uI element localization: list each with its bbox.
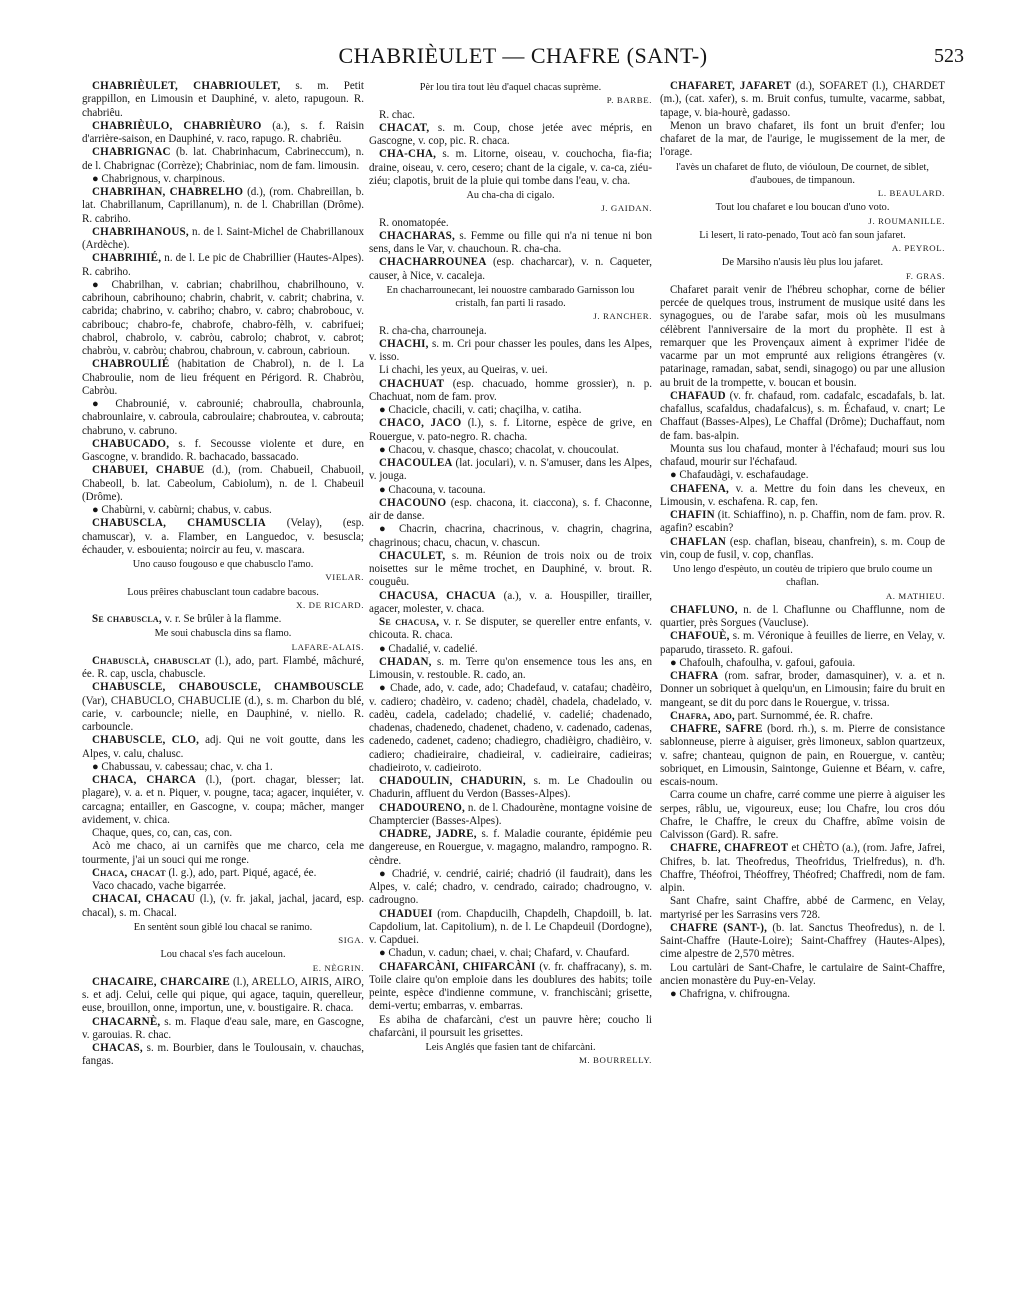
entry-definition: Lou cartulàri de Sant-Chafre, le cartulaire de Saint-Chaffre, ancien monastère du Puy-en-Velay. bbox=[660, 961, 945, 987]
dictionary-entry bbox=[369, 682, 652, 775]
entry-headword: CHABRIÈULET, CHABRIOULET, bbox=[92, 80, 281, 92]
dictionary-entry bbox=[82, 681, 364, 734]
quotation-verse: En chacharrounecant, lei nouostre cambarado Garnisson lou cristalh, fan parti li rasado. bbox=[386, 284, 635, 309]
entry-headword: CHABROULIÉ bbox=[92, 358, 170, 371]
entry-headword: Chafra, ado, bbox=[670, 709, 735, 722]
entry-definition: (rom. Chapducilh, Chapdelh, Chapdoill, b. lat. Capdolium, lat. Capitolium), n. de l. Le Chapdeuil (Dordogne), v. Capduei. bbox=[369, 907, 652, 946]
dictionary-entry bbox=[660, 670, 945, 710]
entry-headword: CHABRIÈULO, CHABRIÈURO bbox=[92, 119, 262, 132]
dictionary-entry bbox=[82, 655, 364, 682]
dictionary-entry bbox=[82, 774, 364, 827]
column-middle bbox=[369, 80, 652, 1069]
entry-definition: ● Chafrigna, v. chifrougna. bbox=[670, 988, 791, 1000]
dictionary-entry bbox=[660, 630, 945, 657]
entry-headword: CHAFLUNO, bbox=[670, 603, 738, 616]
entry-definition: (d.), SOFARET (l.), CHARDET (m.), (cat. xafer), s. m. Bruit confus, tumulte, vacarme, sabbat, tapage, v. bia-hourè, gadasso. bbox=[660, 80, 945, 119]
quotation-author: M. BOURRELLY. bbox=[579, 1055, 652, 1066]
dictionary-entry bbox=[369, 444, 652, 457]
dictionary-entry bbox=[369, 1014, 652, 1041]
entry-definition: ● Chacicle, chacili, v. cati; chaçilha, v. catiha. bbox=[379, 404, 582, 416]
dictionary-entry bbox=[369, 404, 652, 417]
entry-headword: CHAFOUÈ, bbox=[670, 630, 730, 643]
dictionary-entry bbox=[660, 962, 945, 989]
entry-definition: (l.), (v. fr. jakal, jachal, jacard, esp. chacal), s. m. Chacal. bbox=[82, 893, 364, 919]
entry-definition: ● Chabùrni, v. cabùrni; chabus, v. cabus. bbox=[92, 504, 272, 516]
dictionary-entry bbox=[369, 523, 652, 550]
entry-definition: ● Chabrilhan, v. cabrian; chabrilhou, chabrilhouno, v. cabrihoun, cabrihouno; chabrin, chabrit, v. cabrit; chabrina, v. cabrida; chabrino, v. cabriho; chabro, v. cabro; chabrobouc, v. cabribouc; chabro-fe, chabrofe, chabro-fèlh, v. cabrifuei; chabrol, chabrolo, v. cabròu, cabrolo; chabrot, v. cabrot; chabròu, v. cabròu; chabrou, chabroun, v. cabroun, cabrioun. bbox=[82, 278, 364, 357]
dictionary-entry bbox=[82, 438, 364, 465]
entry-definition: ● Chabrounié, v. cabrounié; chabroulla, chabrounla, chabrounlaire, v. cabroula, cabroulaire; chabroutea, v. cabrouta; chabruno, v. cabruno. bbox=[82, 398, 364, 437]
entry-headword: CHABUCADO, bbox=[92, 437, 170, 450]
entry-definition: (rom. safrar, broder, damasquiner), v. a. et n. Donner un sobriquet à quelqu'un, en Limousin; faire du bruit en mangeant, se dit du porc dans le Rouergue, v. trissa. bbox=[660, 670, 945, 709]
entry-headword: CHACOUNO bbox=[379, 496, 447, 509]
entry-definition: s. Femme ou fille qui n'a ni tenue ni bon sens, dans le Var, v. chauchoun. R. cha-cha. bbox=[369, 229, 652, 255]
quotation-verse: Li lesert, li rato-penado, Tout acò fan soun jafaret. bbox=[699, 229, 906, 241]
entry-definition: et CHÈTO (a.), (rom. Jafre, Jafrei, Chifres, b. lat. Theofredus, Theofridus, Trielfredus), n. d'h. Chaffre, Théofroi, Théoffrey, Théofred; Chaffredi, nom de fam. alpin. bbox=[660, 842, 945, 894]
entry-definition: (a.), s. f. Raisin d'arrière-saison, en Dauphiné, v. raco, rapugo. R. chabriêu. bbox=[82, 119, 364, 145]
entry-definition: (l.), ARELLO, AIRIS, AIRO, s. et adj. Celui, celle qui pique, qui agace, taquin, querelleur, euse, brouillon, onne, importun, une, v. boustigaire. R. chaca. bbox=[82, 975, 365, 1015]
dictionary-entry bbox=[82, 613, 364, 626]
dictionary-entry bbox=[82, 1042, 364, 1069]
dictionary-entry bbox=[660, 842, 945, 895]
dictionary-entry bbox=[369, 550, 652, 590]
entry-headword: CHADRE, JADRE, bbox=[379, 828, 477, 840]
dictionary-entry bbox=[82, 504, 364, 517]
entry-definition: s. m. Petit grappillon, en Limousin et Dauphiné, v. aleto, rapugoun. R. chabriêu. bbox=[82, 80, 364, 119]
dictionary-entry bbox=[660, 536, 945, 563]
quotation-author: LAFARE-ALAIS. bbox=[291, 641, 364, 652]
entry-definition: (l.), (port. chagar, blesser; lat. plagare), v. a. et n. Piquer, v. pougne, taca; agacer, inquiéter, v. carcagna; entailler, en Gascogne, v. coupa; mâcher, manger avidement, v. chica. bbox=[82, 774, 365, 826]
dictionary-entry bbox=[660, 657, 945, 670]
quotation-verse: De Marsiho n'ausis lèu plus lou jafaret. bbox=[721, 257, 884, 269]
entry-headword: CHACHI, bbox=[379, 337, 429, 350]
entry-definition: n. de l. Chaflunne ou Chafflunne, nom de quartier, près Sorgues (Vaucluse). bbox=[660, 603, 946, 629]
dictionary-entry bbox=[369, 484, 652, 497]
dictionary-entry bbox=[82, 1016, 364, 1043]
entry-definition: v. a. Mettre du foin dans les cheveux, en Limousin, v. eschafena. R. cap, fen. bbox=[660, 482, 945, 508]
entry-definition: v. r. Se brûler à la flamme. bbox=[164, 613, 282, 625]
running-title: CHABRIÈULET — CHAFRE (SANT-) bbox=[338, 43, 708, 68]
entry-definition: ● Chabussau, v. cabessau; chac, v. cha 1. bbox=[92, 760, 273, 773]
entry-definition: Vaco chacado, vache bigarrée. bbox=[92, 880, 227, 892]
entry-definition: ● Chacouna, v. tacouna. bbox=[379, 483, 486, 496]
entry-definition: adj. Qui ne voit goutte, dans les Alpes, v. calu, chalusc. bbox=[82, 734, 365, 760]
quotation-verse: Pèr lou tira tout lèu d'aquel chacas suprème. bbox=[419, 82, 602, 93]
entry-definition: ● Chadun, v. cadun; chaei, v. chai; Chafard, v. Chaufard. bbox=[379, 947, 630, 960]
entry-definition: n. de l. Chadourène, montagne voisine de Champtercier (Basses-Alpes). bbox=[369, 801, 652, 827]
entry-headword: CHABRIHAN, CHABRELHO bbox=[92, 186, 244, 198]
entry-headword: CHADAN, bbox=[379, 655, 432, 668]
dictionary-entry bbox=[660, 723, 945, 789]
dictionary-entry bbox=[82, 358, 364, 398]
entry-headword: CHACAS, bbox=[92, 1042, 143, 1054]
quotation-author: SIGA. bbox=[338, 935, 364, 945]
entry-definition: s. m. Flaque d'eau sale, mare, en Gascogne, v. garouias. R. chac. bbox=[82, 1015, 364, 1041]
quotation-author: J. ROUMANILLE. bbox=[868, 215, 945, 226]
dictionary-entry bbox=[369, 828, 652, 868]
quotation-author: F. GRAS. bbox=[905, 270, 945, 281]
entry-definition: s. m. Le Chadoulin ou Chadurin, affluent du Verdon (Basses-Alpes). bbox=[369, 775, 652, 801]
entry-definition: ● Chade, ado, v. cade, ado; Chadefaud, v. catafau; chadèiro, v. cadiero; chadèiro, v. cadeno; chadèl, chadela, chadelado, v. cadèu, cadela, cadelado; chadelié, v. cadelié; chadenado, chadenas, chadenedo, chadenet, chadeno, v. cadenado, cadenas, cadenedo, cadenet, cadeno; chadiegro, chadièigro, chadièiro, v. cadiero; chadieiraire, chadieiral, v. cadieiraire, cadieiras; chadieiroto, v. cadieiroto. bbox=[369, 682, 652, 774]
entry-definition: s. m. Terre qu'on ensemence tous les ans, en Limousin, v. restouble. R. cado, an. bbox=[369, 655, 653, 681]
entry-definition: (l.), s. f. Litorne, espèce de grive, en Rouergue, v. pato-negro. R. chacha. bbox=[369, 417, 652, 443]
entry-headword: CHABUSCLE, CHABOUSCLE, CHAMBOUSCLE bbox=[92, 681, 364, 694]
dictionary-entry bbox=[82, 186, 364, 226]
entry-definition: Chafaret parait venir de l'hébreu schophar, corne de bélier percée de quelques trous, instrument de musique usité dans les synagogues, ou de l'arabe safar, mois où les musulmans célèbrent l'anniversaire de la mort du prophète. Il est à remarquer que les Provençaux aiment à exprimer l'idée de vacarme par un mot emprunté aux religions étrangères (v. patarinage, ramadan, sabat, sendi, sinagogo) ou par une allusion au bruit de la trompette, v. boucan et bousin. bbox=[660, 283, 945, 389]
quotation-author: J. RANCHER. bbox=[593, 311, 652, 322]
entry-headword: CHADUEI bbox=[379, 907, 433, 920]
column-left bbox=[82, 80, 364, 1069]
entry-definition: Es abiha de chafarcàni, c'est un pauvre hère; coucho li chafarcàni, il poursuit les grisettes. bbox=[369, 1013, 652, 1039]
entry-definition: (l. g.), ado, part. Piqué, agacé, ée. bbox=[168, 866, 317, 879]
entry-definition: v. r. Se disputer, se quereller entre enfants, v. chicouta. R. chaca. bbox=[369, 616, 652, 642]
dictionary-entry bbox=[369, 256, 652, 283]
entry-definition: R. cha-cha, charrouneja. bbox=[379, 324, 487, 337]
entry-headword: CHABRIHANOUS, bbox=[92, 225, 189, 238]
entry-definition: s. f. Secousse violente et dure, en Gascogne, v. brandido. R. bachacado, bassacado. bbox=[82, 437, 365, 463]
entry-definition: Mounta sus lou chafaud, monter à l'échafaud; mouri sus lou chafaud, mourir sur l'échafaud. bbox=[660, 442, 945, 468]
page-number: 523 bbox=[934, 45, 964, 67]
entry-headword: CHAFRE, CHAFREOT bbox=[670, 842, 789, 855]
entry-headword: CHACOULEA bbox=[379, 457, 453, 469]
entry-definition: Menon un bravo chafaret, ils font un bruit d'enfer; lou chafaret de la mar, de l'aurige, le mugissement de la mer, de l'orage. bbox=[660, 119, 945, 159]
entry-definition: (Var), CHABUCLO, CHABUCLIE (d.), s. m. Charbon du blé, carie, v. carbouncle; nielle, en Dauphiné, v. niello. R. carbouncle. bbox=[82, 694, 364, 733]
entry-definition: (l.), ado, part. Flambé, mâchuré, ée. R. cap, uscla, chabuscle. bbox=[82, 654, 364, 680]
dictionary-entry bbox=[82, 398, 364, 438]
dictionary-entry bbox=[369, 497, 652, 524]
dictionary-entry bbox=[369, 109, 652, 122]
entry-definition: Chaque, ques, co, can, cas, con. bbox=[92, 827, 233, 839]
quotation-author: A. MATHIEU. bbox=[885, 590, 945, 601]
entry-definition: ● Chacou, v. chasque, chasco; chacolat, v. choucoulat. bbox=[379, 443, 619, 456]
dictionary-entry bbox=[82, 80, 364, 120]
dictionary-entry bbox=[82, 976, 364, 1016]
entry-definition: Sant Chafre, saint Chaffre, abbé de Carmenc, en Velay, martyrisé per les Sarrasins vers 728. bbox=[660, 895, 945, 921]
entry-headword: Chabusclà, chabusclat bbox=[92, 654, 211, 667]
dictionary-entry bbox=[660, 469, 945, 482]
entry-headword: CHA-CHA, bbox=[379, 148, 437, 161]
entry-headword: CHABUSCLE, CLO, bbox=[92, 734, 200, 747]
entry-definition: s. m. Cri pour chasser les poules, dans les Alpes, v. isso. bbox=[369, 337, 653, 363]
entry-headword: CHAFRA bbox=[670, 670, 719, 682]
entry-headword: CHACHARAS, bbox=[379, 229, 455, 242]
page-header bbox=[82, 43, 964, 77]
entry-headword: CHAFAUD bbox=[670, 389, 726, 402]
dictionary-entry bbox=[369, 364, 652, 377]
entry-definition: s. m. Véronique à feuilles de lierre, en Velay, v. paparudo, tirasseto. R. gafoui. bbox=[660, 630, 945, 656]
entry-definition: (Velay), (esp. chamuscar), v. a. Flamber, en Languedoc, v. besuscla; échauder, v. esbouienta; noircir au feu, v. mascara. bbox=[82, 517, 365, 556]
entry-headword: CHACA, CHARCA bbox=[92, 774, 197, 786]
entry-definition: (b. lat. Chabrinhacum, Cabrineccum), n. de l. Chabrignac (Corrèze); Chabriniac, nom de fam. limousin. bbox=[82, 146, 364, 172]
quotation-verse: Tout lou chafaret e lou boucan d'uno voto. bbox=[715, 202, 890, 214]
entry-definition: s. m. Coup, chose jetée avec mépris, en Gascogne, v. cop, pic. R. chaca. bbox=[369, 121, 652, 147]
entry-headword: CHAFRE, SAFRE bbox=[670, 723, 763, 735]
quotation-author: E. NÈGRIN. bbox=[312, 962, 364, 973]
dictionary-entry bbox=[660, 284, 945, 390]
dictionary-entry bbox=[369, 868, 652, 908]
entry-headword: CHACARNÈ, bbox=[92, 1015, 161, 1028]
entry-headword: CHABRIGNAC bbox=[92, 146, 171, 159]
entry-definition: ● Chabrignous, v. charpinous. bbox=[92, 172, 225, 185]
entry-headword: CHAFENA, bbox=[670, 482, 729, 495]
dictionary-entry bbox=[369, 656, 652, 683]
entry-definition: ● Chadrié, v. cendrié, cairié; chadrió (il faudrait), dans les Alpes, v. calé; chadro, v. cendrado, cairado; chadrougno, v. cadrougno. bbox=[369, 867, 652, 907]
entry-headword: CHACAIRE, CHARCAIRE bbox=[92, 975, 230, 988]
dictionary-entry bbox=[82, 761, 364, 774]
entry-definition: (esp. chacuado, homme grossier), n. p. Chachuat, nom de fam. prov. bbox=[369, 377, 652, 403]
dictionary-entry bbox=[369, 122, 652, 149]
entry-definition: (d.), (rom. Chabreillan, b. lat. Chabrillanum, Caprillanum), n. de l. Chabrillan (Drôme). R. cabriho. bbox=[82, 186, 364, 225]
dictionary-entry bbox=[660, 443, 945, 470]
quotation-verse: Uno causo fougouso e que chabusclo l'amo. bbox=[132, 559, 314, 570]
entry-definition: s. m. Réunion de trois noix ou de troix noisettes sur le même trochet, en Dauphiné, v. brout. R. couguêu. bbox=[369, 549, 652, 589]
entry-headword: CHACHUAT bbox=[379, 377, 445, 390]
entry-headword: CHADOURENO, bbox=[379, 801, 465, 814]
dictionary-entry bbox=[369, 148, 652, 188]
entry-definition: s. m. Litorne, oiseau, v. couchocha, fia-fia; draine, oiseau, v. cero, cesero; chant de la cigale, v. ca-ca, ziéu-ziéu; clapotis, bruit de la pluie qui tombe dans l'eau, v. cha. bbox=[369, 148, 653, 187]
entry-headword: CHABUSCLA, CHAMUSCLIA bbox=[92, 517, 266, 530]
dictionary-entry bbox=[82, 734, 364, 761]
entry-headword: CHAFARCÀNI, CHIFARCÀNI bbox=[379, 960, 536, 973]
dictionary-entry bbox=[369, 230, 652, 257]
entry-headword: CHACO, JACO bbox=[379, 417, 462, 430]
entry-definition: Carra coume un chafre, carré comme une pierre à aiguiser les serpes, râblu, ue, vigoureux, euse; lou Chafre, lou cros dóu Chafre, le Chaffre, le creux du Chaffre, abîme voisin de Calvisson (Gard). R. safre. bbox=[660, 789, 945, 841]
dictionary-entry bbox=[369, 616, 652, 643]
quotation-verse: Me soui chabuscla dins sa flamo. bbox=[154, 628, 292, 640]
dictionary-entry bbox=[369, 775, 652, 802]
dictionary-entry bbox=[82, 252, 364, 279]
dictionary-entry bbox=[82, 279, 364, 359]
dictionary-entry bbox=[660, 509, 945, 536]
dictionary-entry bbox=[660, 390, 945, 443]
entry-definition: part. Surnommé, ée. R. chafre. bbox=[737, 709, 873, 722]
entry-headword: CHACHARROUNEA bbox=[379, 256, 487, 269]
column-right bbox=[660, 80, 945, 1001]
quotation-verse: Leis Anglés que fasien tant de chifarcàni. bbox=[425, 1042, 596, 1053]
quotation-verse: Au cha-cha di cigalo. bbox=[466, 190, 555, 201]
dictionary-entry bbox=[369, 378, 652, 405]
entry-headword: CHAFLAN bbox=[670, 535, 727, 548]
dictionary-entry bbox=[369, 338, 652, 365]
entry-definition: ● Chafaudàgi, v. eschafaudage. bbox=[670, 469, 809, 482]
dictionary-entry bbox=[82, 517, 364, 557]
dictionary-entry bbox=[369, 961, 652, 1014]
quotation-author: X. DE RICARD. bbox=[296, 599, 364, 610]
quotation-verse: Lou chacal s'es fach auceloun. bbox=[160, 949, 286, 961]
quotation-author: J. GAIDAN. bbox=[601, 203, 652, 214]
dictionary-entry bbox=[369, 802, 652, 829]
entry-definition: (esp. chacona, it. ciaccona), s. f. Chaconne, air de danse. bbox=[369, 496, 653, 522]
entry-headword: CHACULET, bbox=[379, 549, 446, 562]
entry-definition: n. de l. Le pic de Chabrillier (Hautes-Alpes). R. cabriho. bbox=[82, 252, 364, 278]
entry-definition: ● Chafoulh, chafoulha, v. gafoui, gafouia. bbox=[670, 656, 856, 669]
dictionary-entry bbox=[82, 464, 364, 504]
dictionary-entry bbox=[660, 710, 945, 723]
entry-headword: Chaca, chacat bbox=[92, 866, 166, 879]
entry-definition: Acò me chaco, ai un carnifès que me charco, cela me tourmente, j'ai un souci qui me ronge. bbox=[82, 840, 364, 866]
entry-definition: (bord. rh.), s. m. Pierre de consistance sablonneuse, pierre à aiguiser, grès limoneux, sablon quartzeux, v. safre; chanteau, quignon de pain, en Rouergue, v. cantèu; sobriquet, en Limousin, Saintonge, Guienne et Béarn, v. cafre, escais-noum. bbox=[660, 723, 946, 788]
dictionary-entry bbox=[660, 80, 945, 120]
dictionary-entry bbox=[369, 908, 652, 948]
dictionary-entry bbox=[369, 947, 652, 960]
entry-headword: CHABUEI, CHABUE bbox=[92, 464, 205, 477]
quotation-verse: l'avès un chafaret de fluto, de vióuloun, De cournet, de siblet, d'auboues, de timpanoun. bbox=[676, 161, 929, 186]
entry-definition: (b. lat. Sanctus Theofredus), n. de l. Saint-Chaffre (Haute-Loire); Saint-Chaffrey (Hautes-Alpes), cime alpestre de 2,570 mètres. bbox=[660, 921, 946, 961]
dictionary-entry bbox=[660, 604, 945, 631]
entry-definition: (habitation de Chabrol), n. de l. La Chabroulie, nom de lieu fréquent en Périgord. R. Chabròu, Cabròu. bbox=[82, 358, 365, 397]
entry-definition: (esp. chacharcar), v. n. Caqueter, causer, à Nice, v. cacaleja. bbox=[369, 256, 652, 282]
entry-headword: CHACAT, bbox=[379, 121, 430, 134]
dictionary-entry bbox=[660, 789, 945, 842]
entry-headword: CHADOULIN, CHADURIN, bbox=[379, 775, 526, 787]
dictionary-entry bbox=[82, 827, 364, 840]
quotation-verse: Lous prêires chabusclant toun cadabre bacous. bbox=[127, 586, 319, 598]
dictionary-entry bbox=[82, 226, 364, 253]
entry-headword: CHAFRE (SANT-), bbox=[670, 921, 768, 934]
entry-headword: CHAFARET, JAFARET bbox=[670, 80, 792, 92]
entry-headword: CHACUSA, CHACUA bbox=[379, 589, 496, 602]
entry-headword: CHABRIHIÉ, bbox=[92, 252, 162, 265]
entry-definition: ● Chadalié, v. cadelié. bbox=[379, 642, 478, 655]
entry-definition: (esp. chaflan, biseau, chanfrein), s. m. Coup de vin, coup de fusil, v. cop, chanflas. bbox=[660, 535, 945, 561]
entry-definition: R. chac. bbox=[379, 108, 415, 121]
entry-definition: s. m. Bourbier, dans le Toulousain, v. chauchas, fangas. bbox=[82, 1042, 364, 1068]
quotation-author: P. BARBE. bbox=[606, 95, 652, 106]
dictionary-entry bbox=[369, 590, 652, 617]
quotation-author: VIELAR. bbox=[325, 572, 364, 583]
dictionary-entry bbox=[369, 457, 652, 484]
entry-definition: n. de l. Saint-Michel de Chabrillanoux (Ardèche). bbox=[82, 225, 364, 251]
quotation-verse: Uno lengo d'espèuto, un coutèu de tripiero que brulo coume un chaflan. bbox=[672, 564, 933, 589]
entry-definition: Li chachi, les yeux, au Queiras, v. uei. bbox=[379, 364, 548, 377]
dictionary-entry bbox=[660, 922, 945, 962]
entry-headword: Se chacusa, bbox=[379, 616, 440, 628]
entry-definition: R. onomatopée. bbox=[379, 216, 449, 229]
dictionary-entry bbox=[660, 483, 945, 510]
entry-definition: (v. fr. chaffracany), s. m. Toile claire qu'on emploie dans les doublures des habits; toile peinte, espèce d'indienne commune, v. franchiscàni; grisette, demi-vertu; embarras, v. embarras. bbox=[369, 960, 652, 1013]
dictionary-entry bbox=[82, 867, 364, 880]
dictionary-entry bbox=[369, 417, 652, 444]
entry-definition: ● Chacrin, chacrina, chacrinous, v. chagrin, chagrina, chagrinous; chacu, chacun, v. chascun. bbox=[369, 523, 652, 549]
dictionary-entry bbox=[82, 173, 364, 186]
entry-definition: (d.), (rom. Chabueil, Chabuoil, Chabeoll, b. lat. Cabeolum, Cabiolum), n. de l. Chabeuil (Drôme). bbox=[82, 464, 364, 503]
dictionary-entry bbox=[369, 325, 652, 338]
dictionary-entry bbox=[82, 146, 364, 173]
dictionary-entry bbox=[369, 217, 652, 230]
dictionary-entry bbox=[82, 840, 364, 867]
entry-definition: (v. fr. chafaud, rom. cadafalc, escadafals, b. lat. chafallus, scafaldus, chadafalcus), s. m. Échafaud, v. cnart; Le Chaffaut (Basses-Alpes), Le Chaffal (Drôme); Duchaffaut, nom de fam. bas-alpin. bbox=[660, 389, 945, 442]
dictionary-entry bbox=[82, 880, 364, 893]
dictionary-entry bbox=[660, 120, 945, 160]
dictionary-entry bbox=[82, 893, 364, 920]
entry-headword: CHAFIN bbox=[670, 509, 715, 521]
dictionary-entry bbox=[369, 643, 652, 656]
entry-definition: (a.), v. a. Houspiller, tirailler, agacer, molester, v. chaca. bbox=[369, 589, 652, 615]
quotation-author: A. PEYROL. bbox=[891, 243, 945, 253]
quotation-author: L. BEAULARD. bbox=[877, 188, 945, 198]
dictionary-entry bbox=[660, 895, 945, 922]
quotation-verse: En sentènt soun giblé lou chacal se ranimo. bbox=[133, 921, 313, 933]
dictionary-entry bbox=[82, 120, 364, 147]
entry-definition: (lat. joculari), v. n. S'amuser, dans les Alpes, v. jouga. bbox=[369, 457, 652, 483]
entry-headword: Se chabuscla, bbox=[92, 613, 162, 625]
entry-definition: s. f. Maladie courante, épidémie peu dangereuse, en Rouergue, v. magagno, malandro, rampogno. R. cèndre. bbox=[369, 828, 653, 867]
entry-headword: CHACAI, CHACAU bbox=[92, 893, 196, 906]
entry-definition: (it. Schiaffino), n. p. Chaffin, nom de fam. prov. R. agafin? escabin? bbox=[660, 509, 945, 535]
dictionary-entry bbox=[660, 988, 945, 1001]
